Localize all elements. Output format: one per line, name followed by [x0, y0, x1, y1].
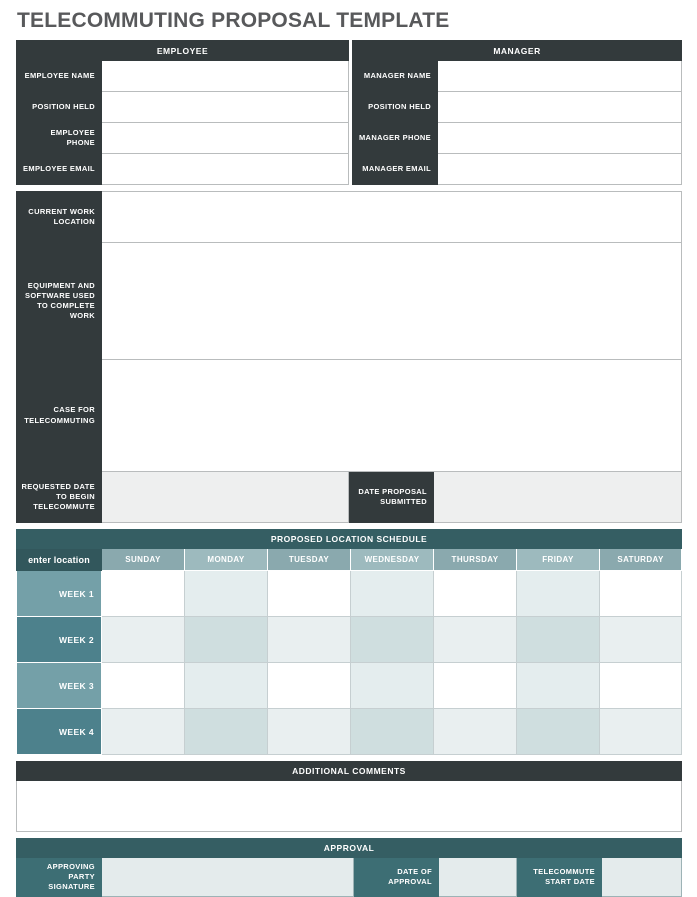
day-header-saturday: SATURDAY	[600, 549, 682, 571]
table-row	[17, 617, 682, 663]
schedule-cell-week4-sunday[interactable]	[102, 709, 185, 755]
current-work-location-field[interactable]	[102, 192, 682, 243]
proposed-location-schedule-table	[16, 529, 682, 755]
manager-phone-label: MANAGER PHONE	[353, 123, 438, 154]
table-row	[17, 663, 682, 709]
approval-header: APPROVAL	[17, 839, 682, 858]
date-submitted-field[interactable]	[434, 472, 682, 523]
table-row	[17, 709, 682, 755]
additional-comments-header: ADDITIONAL COMMENTS	[17, 762, 682, 781]
table-row	[17, 192, 682, 243]
schedule-cell-week2-saturday[interactable]	[600, 617, 682, 663]
table-row	[17, 472, 682, 523]
equipment-field[interactable]	[102, 243, 682, 360]
day-header-thursday: THURSDAY	[434, 549, 517, 571]
week-2-label: WEEK 2	[17, 617, 102, 663]
schedule-cell-week3-sunday[interactable]	[102, 663, 185, 709]
comments-header-row	[17, 762, 682, 781]
schedule-header-row	[17, 549, 682, 571]
employee-email-label: EMPLOYEE EMAIL	[17, 154, 102, 185]
table-row	[17, 781, 682, 832]
date-submitted-label: DATE PROPOSAL SUBMITTED	[349, 472, 434, 523]
schedule-cell-week4-monday[interactable]	[185, 709, 268, 755]
schedule-cell-week1-saturday[interactable]	[600, 571, 682, 617]
requested-date-label: REQUESTED DATE TO BEGIN TELECOMMUTE	[17, 472, 102, 523]
equipment-label: EQUIPMENT AND SOFTWARE USED TO COMPLETE WORK	[17, 243, 102, 360]
schedule-cell-week4-friday[interactable]	[517, 709, 600, 755]
employee-phone-label: EMPLOYEE PHONE	[17, 123, 102, 154]
schedule-cell-week1-monday[interactable]	[185, 571, 268, 617]
table-row	[17, 360, 682, 472]
table-row	[17, 571, 682, 617]
table-row	[17, 92, 682, 123]
schedule-cell-week2-wednesday[interactable]	[351, 617, 434, 663]
schedule-cell-week3-friday[interactable]	[517, 663, 600, 709]
table-row	[17, 123, 682, 154]
additional-comments-table	[16, 761, 682, 832]
enter-location-label: enter location	[17, 549, 102, 571]
approving-party-signature-label: APPROVING PARTY SIGNATURE	[17, 858, 102, 897]
schedule-cell-week4-tuesday[interactable]	[268, 709, 351, 755]
table-row	[17, 858, 682, 897]
schedule-cell-week2-friday[interactable]	[517, 617, 600, 663]
table-row	[17, 154, 682, 185]
day-header-tuesday: TUESDAY	[268, 549, 351, 571]
page-title: TELECOMMUTING PROPOSAL TEMPLATE	[17, 9, 450, 32]
schedule-cell-week4-thursday[interactable]	[434, 709, 517, 755]
case-for-telecommuting-label: CASE FOR TELECOMMUTING	[17, 360, 102, 472]
additional-comments-field[interactable]	[17, 781, 682, 832]
schedule-cell-week3-wednesday[interactable]	[351, 663, 434, 709]
employee-position-field[interactable]	[102, 92, 349, 123]
employee-phone-field[interactable]	[102, 123, 349, 154]
table-row	[17, 61, 682, 92]
schedule-cell-week3-tuesday[interactable]	[268, 663, 351, 709]
contacts-header-row	[17, 41, 682, 61]
approval-header-row	[17, 839, 682, 858]
schedule-title: PROPOSED LOCATION SCHEDULE	[17, 530, 682, 549]
manager-name-field[interactable]	[438, 61, 682, 92]
approval-table	[16, 838, 682, 897]
case-for-telecommuting-field[interactable]	[102, 360, 682, 472]
schedule-cell-week1-thursday[interactable]	[434, 571, 517, 617]
employee-section-header: EMPLOYEE	[17, 41, 349, 61]
current-work-location-label: CURRENT WORK LOCATION	[17, 192, 102, 243]
requested-date-field[interactable]	[102, 472, 349, 523]
week-3-label: WEEK 3	[17, 663, 102, 709]
manager-name-label: MANAGER NAME	[353, 61, 438, 92]
schedule-cell-week2-thursday[interactable]	[434, 617, 517, 663]
manager-position-field[interactable]	[438, 92, 682, 123]
schedule-cell-week3-monday[interactable]	[185, 663, 268, 709]
details-table	[16, 191, 682, 523]
contacts-table	[16, 40, 682, 185]
approving-party-signature-field[interactable]	[102, 858, 354, 897]
schedule-title-row	[17, 530, 682, 549]
telecommute-start-date-field[interactable]	[602, 858, 682, 897]
schedule-cell-week1-wednesday[interactable]	[351, 571, 434, 617]
schedule-cell-week2-sunday[interactable]	[102, 617, 185, 663]
employee-name-field[interactable]	[102, 61, 349, 92]
day-header-wednesday: WEDNESDAY	[351, 549, 434, 571]
week-1-label: WEEK 1	[17, 571, 102, 617]
schedule-cell-week3-saturday[interactable]	[600, 663, 682, 709]
manager-position-label: POSITION HELD	[353, 92, 438, 123]
schedule-cell-week1-friday[interactable]	[517, 571, 600, 617]
date-of-approval-field[interactable]	[439, 858, 517, 897]
manager-phone-field[interactable]	[438, 123, 682, 154]
day-header-friday: FRIDAY	[517, 549, 600, 571]
employee-name-label: EMPLOYEE NAME	[17, 61, 102, 92]
schedule-cell-week4-wednesday[interactable]	[351, 709, 434, 755]
schedule-cell-week4-saturday[interactable]	[600, 709, 682, 755]
table-row	[17, 243, 682, 360]
telecommute-start-date-label: TELECOMMUTE START DATE	[517, 858, 602, 897]
date-of-approval-label: DATE OF APPROVAL	[354, 858, 439, 897]
day-header-sunday: SUNDAY	[102, 549, 185, 571]
employee-email-field[interactable]	[102, 154, 349, 185]
week-4-label: WEEK 4	[17, 709, 102, 755]
manager-email-field[interactable]	[438, 154, 682, 185]
employee-position-label: POSITION HELD	[17, 92, 102, 123]
schedule-cell-week2-tuesday[interactable]	[268, 617, 351, 663]
schedule-cell-week1-tuesday[interactable]	[268, 571, 351, 617]
manager-section-header: MANAGER	[353, 41, 682, 61]
manager-email-label: MANAGER EMAIL	[353, 154, 438, 185]
schedule-cell-week2-monday[interactable]	[185, 617, 268, 663]
day-header-monday: MONDAY	[185, 549, 268, 571]
schedule-cell-week3-thursday[interactable]	[434, 663, 517, 709]
schedule-cell-week1-sunday[interactable]	[102, 571, 185, 617]
